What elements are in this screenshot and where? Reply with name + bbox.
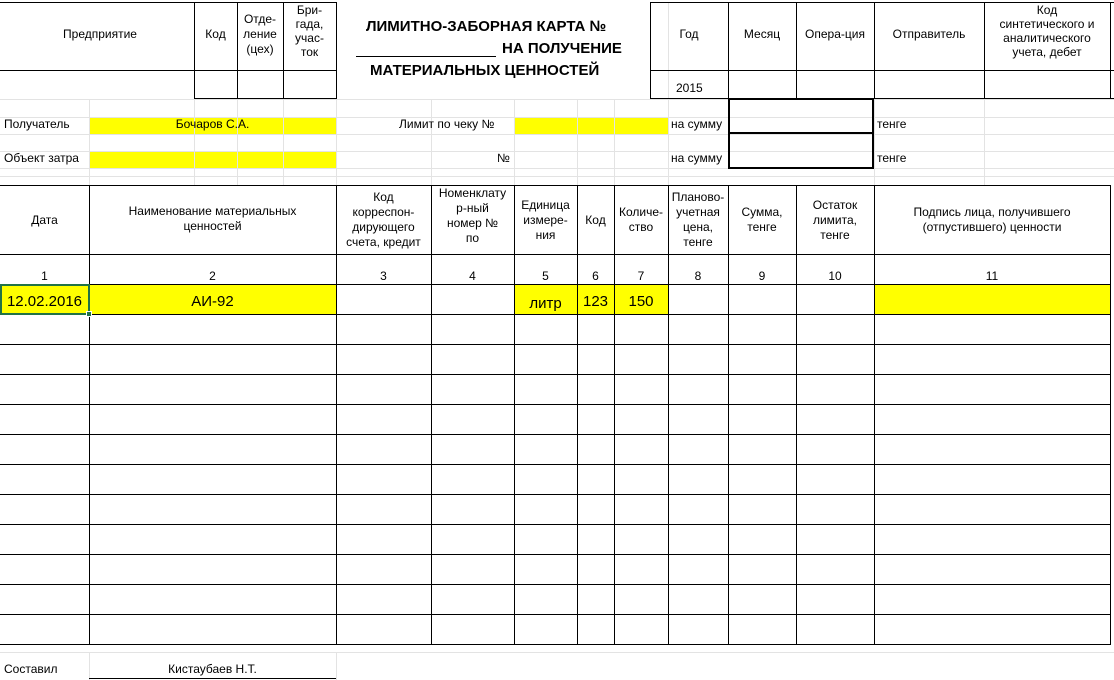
compiled-label: Составил (4, 662, 58, 676)
col-header-sum: Сумма, тенге (741, 205, 783, 234)
amount-label-1: на сумму (671, 118, 723, 131)
col-number-3: 3 (380, 268, 387, 283)
col-header-date: Дата (31, 212, 58, 227)
title-line-2: НА ПОЛУЧЕНИЕ (502, 40, 622, 57)
col-header-quantity: Количе- ство (618, 205, 664, 234)
number-label: № (497, 151, 510, 165)
year-value[interactable]: 2015 (676, 81, 703, 95)
col-header-code: Код (585, 212, 606, 227)
col-header-planned-price: Планово- учетная цена, тенге (671, 190, 725, 249)
col-number-11: 11 (985, 268, 999, 283)
row1-unit[interactable]: литр (529, 294, 562, 312)
col-number-9: 9 (758, 268, 766, 283)
col-number-6: 6 (592, 268, 599, 283)
col-number-8: 8 (694, 268, 702, 283)
fill-handle[interactable] (86, 311, 92, 317)
department-label: Отде- ление (цех) (243, 12, 277, 56)
active-cell-selection[interactable] (0, 284, 90, 315)
recipient-value[interactable]: Бочаров С.А. (175, 117, 250, 131)
col-number-10: 10 (828, 268, 842, 283)
col-header-name: Наименование материальных ценностей (128, 204, 297, 233)
row1-name[interactable]: АИ-92 (191, 292, 234, 310)
col-number-1: 1 (41, 268, 48, 283)
limit-check-number-cell[interactable] (514, 117, 668, 134)
brigade-label: Бри- гада, учас- ток (295, 3, 324, 60)
currency-2: тенге (877, 151, 907, 165)
code-label: Код (205, 27, 226, 41)
row1-code[interactable]: 123 (582, 292, 609, 310)
col-header-limit-balance: Остаток лимита, тенге (812, 197, 858, 242)
col-header-unit: Единица измере- ния (521, 197, 570, 242)
compiled-underline (89, 678, 336, 679)
amount-box-2[interactable] (728, 134, 874, 169)
col-number-7: 7 (637, 268, 645, 283)
enterprise-label: Предприятие (63, 27, 137, 41)
year-label: Год (679, 27, 699, 41)
cost-object-label: Объект затра (4, 152, 79, 165)
col-header-signature: Подпись лица, получившего (отпустившего) ценности (913, 205, 1071, 234)
cost-object-value-cell[interactable] (89, 151, 336, 168)
col-number-2: 2 (209, 268, 216, 283)
col-header-corr-account: Код корреспон- дирующего счета, кредит (346, 190, 421, 249)
recipient-label: Получатель (4, 117, 70, 131)
row1-quantity[interactable]: 150 (628, 292, 654, 310)
month-label: Месяц (743, 27, 781, 41)
col-number-4: 4 (469, 268, 476, 283)
limit-label: Лимит по чеку № (399, 117, 495, 131)
row1-date[interactable]: 12.02.2016 (6, 292, 83, 310)
compiled-value[interactable]: Кистаубаев Н.Т. (168, 662, 257, 676)
title-line-1: ЛИМИТНО-ЗАБОРНАЯ КАРТА № (366, 18, 607, 35)
currency-1: тенге (877, 117, 907, 131)
account-label: Код синтетического и аналитического учета, дебет (999, 3, 1095, 60)
title-line-3: МАТЕРИАЛЬНЫХ ЦЕННОСТЕЙ (370, 62, 600, 79)
row1-signature-cell[interactable] (874, 285, 1110, 314)
sender-label: Отправитель (892, 27, 966, 41)
col-number-5: 5 (542, 268, 549, 283)
amount-box-1[interactable] (728, 98, 874, 134)
col-header-nomenclature: Номенклату р-ный номер № по (438, 186, 507, 245)
amount-label-2: на сумму (671, 152, 723, 165)
operation-label: Опера-ция (805, 27, 865, 41)
